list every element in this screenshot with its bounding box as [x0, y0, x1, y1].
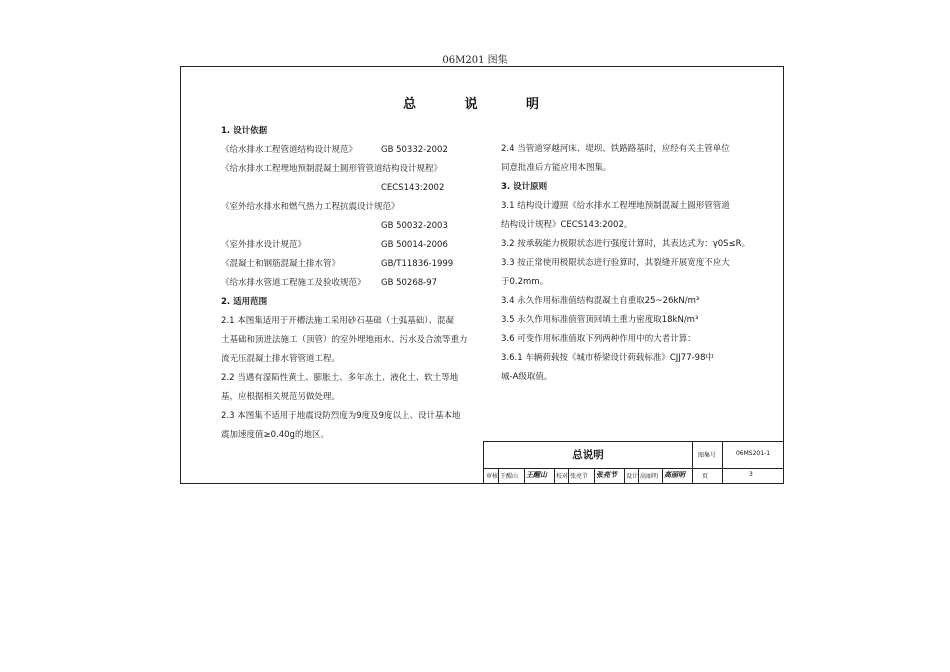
reference-name: 《给水排水管道工程施工及验收规范》 — [221, 278, 366, 288]
reference-code: GB 50268-97 — [381, 278, 438, 288]
divider — [594, 468, 595, 484]
paragraph-line: 土基础和顶进法施工（顶管）的室外埋地雨水、污水及合流等重力 — [221, 335, 468, 345]
drawing-frame — [180, 66, 784, 484]
reference-item — [221, 144, 501, 157]
design-label: 设计 — [626, 473, 639, 480]
reference-name: 《给水排水工程管道结构设计规范》 — [221, 145, 358, 155]
left-column — [221, 125, 501, 442]
review-label: 审核 — [486, 473, 499, 480]
paragraph-line: 3.5 永久作用标准值管顶回填土重力密度取18kN/m³ — [501, 315, 699, 325]
paragraph-line: 3.6.1 车辆荷载按《城市桥梁设计荷载标准》CJJ77-98中 — [501, 353, 714, 363]
paragraph-line: 3.2 按承载能力极限状态进行强度计算时，其表达式为：γ0S≤R。 — [501, 239, 751, 249]
reference-item — [221, 239, 501, 252]
section-design-basis: 1. 设计依据 — [221, 126, 268, 136]
checker-name: 张亮节 — [570, 473, 589, 480]
paragraph-line: 3.6 可变作用标准值取下列两种作用中的大者计算： — [501, 334, 696, 344]
reference-item — [221, 258, 501, 271]
atlas-number: 06MS201-1 — [735, 450, 771, 457]
reference-code: GB 50332-2002 — [381, 145, 448, 155]
paragraph-line: 3.1 结构设计遵照《给水排水工程埋地预制混凝土圆形管管道 — [501, 201, 730, 211]
divider — [638, 468, 639, 484]
reference-item — [221, 163, 501, 176]
page-number: 3 — [749, 471, 753, 478]
designer-name: 高丽明 — [640, 473, 659, 480]
divider — [624, 468, 625, 484]
reference-code: GB 50032-2003 — [381, 221, 448, 231]
divider — [498, 468, 499, 484]
title-block-signature-row — [484, 468, 783, 484]
paragraph-line: 同意批准后方能应用本图集。 — [501, 163, 612, 173]
paragraph-line: 2.2 当遇有湿陷性黄土、膨胀土、多年冻土、液化土、软土等地 — [221, 373, 459, 383]
paragraph-line: 震加速度值≥0.40g的地区。 — [221, 430, 329, 440]
reference-item — [221, 201, 501, 214]
paragraph-line: 结构设计规程》CECS143:2002。 — [501, 220, 633, 230]
reviewer-signature: 王醒山 — [526, 470, 547, 479]
paragraph-line: 3.4 永久作用标准值结构混凝土自重取25~26kN/m³ — [501, 296, 700, 306]
designer-signature: 高丽明 — [664, 470, 685, 479]
right-column — [501, 143, 751, 384]
section-scope: 2. 适用范围 — [221, 297, 268, 307]
paragraph-line: 2.4 当管道穿越河床、堤坝、铁路路基时，应经有关主管单位 — [501, 144, 730, 154]
paragraph-line: 基，应根据相关规范另做处理。 — [221, 392, 341, 402]
page-title: 总 说 明 — [402, 97, 562, 112]
reference-name: 《室外给水排水和燃气热力工程抗震设计规范》 — [221, 202, 400, 212]
paragraph-line: 城-A级取值。 — [501, 372, 553, 382]
reference-code: CECS143:2002 — [381, 183, 445, 193]
page-label: 页 — [702, 473, 709, 480]
reference-name: 《给水排水工程埋地预制混凝土圆形管管道结构设计规程》 — [221, 164, 443, 174]
divider — [662, 468, 663, 484]
divider — [554, 468, 555, 484]
check-label: 校对 — [556, 473, 569, 480]
paragraph-line: 于0.2mm。 — [501, 277, 549, 287]
checker-signature: 张亮节 — [596, 470, 617, 479]
title-block-top-row — [484, 442, 783, 469]
reference-item — [221, 277, 501, 290]
reviewer-name: 王醒山 — [500, 473, 519, 480]
title-block — [483, 441, 783, 484]
section-design-principles: 3. 设计原则 — [501, 182, 548, 192]
atlas-number-label: 图集号 — [697, 452, 716, 459]
divider — [722, 468, 723, 484]
reference-name: 《混凝土和钢筋混凝土排水管》 — [221, 259, 341, 269]
reference-code: GB/T11836-1999 — [381, 259, 454, 269]
reference-name: 《室外排水设计规范》 — [221, 240, 307, 250]
paragraph-line: 2.3 本图集不适用于地震设防烈度为9度及9度以上、设计基本地 — [221, 411, 461, 421]
reference-code: GB 50014-2006 — [381, 240, 448, 250]
title-block-name: 总说明 — [484, 442, 693, 468]
paragraph-line: 2.1 本图集适用于开槽法施工采用砂石基础（土弧基础）、混凝 — [221, 316, 454, 326]
atlas-header: 06M201 图集 — [442, 55, 508, 66]
paragraph-line: 流无压混凝土排水管管道工程。 — [221, 354, 341, 364]
paragraph-line: 3.3 按正常使用极限状态进行验算时，其裂缝开展宽度不应大 — [501, 258, 730, 268]
divider — [692, 468, 693, 484]
divider — [568, 468, 569, 484]
divider — [524, 468, 525, 484]
